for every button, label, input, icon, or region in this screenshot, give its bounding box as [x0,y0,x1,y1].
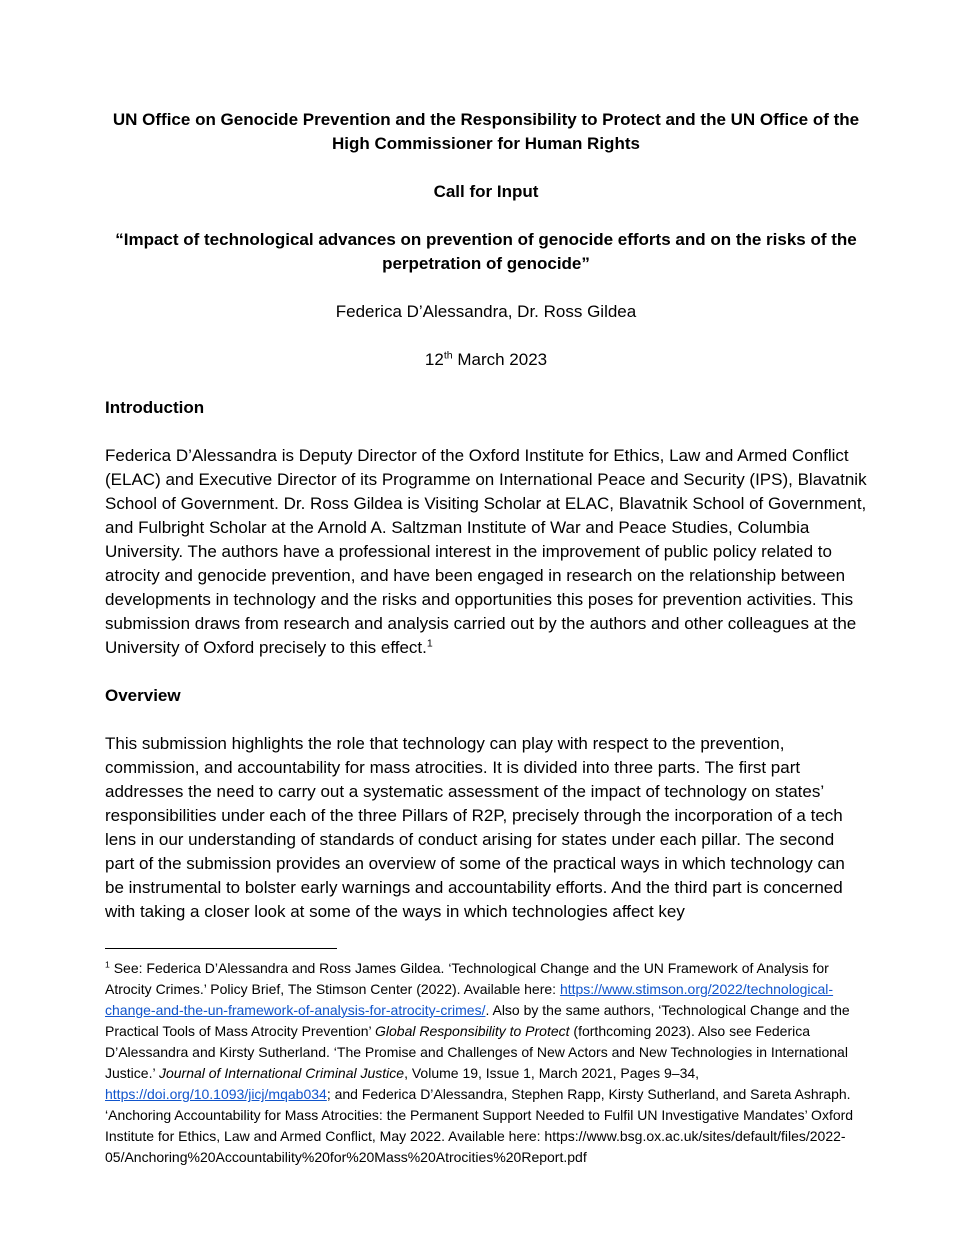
section-heading-introduction: Introduction [105,398,205,417]
doi-link[interactable]: https://doi.org/10.1093/jicj/mqab034 [105,1086,327,1102]
date-day: 12 [424,350,444,369]
stimson-link[interactable]: https://www.stimson.org/2022/technological-change-and-the-un-framework-of-analysis-for-atrocity-crimes/ [105,981,834,1018]
date-line [105,348,867,372]
overview-paragraph: This submission highlights the role that technology can play with respect to the prevention, commission, and accountability for mass atrocities. It is divided into three parts. The first part addresses the need to carry out a systematic assessment of the impact of technology on states’ responsibilities under each of the three Pillars of R2P, precisely through the incorporation of a tech lens in our understanding of standards of conduct arising for states under each pillar. The second part of the submission provides an overview of some of the practical ways in which technology can be instrumental to bolster early warnings and accountability efforts. And the third part is concerned with taking a closer look at some of the ways in which technologies affect key [105,734,845,921]
introduction-text: Federica D’Alessandra is Deputy Director of the Oxford Institute for Ethics, Law and Armed Conflict (ELAC) and Executive Director of its Programme on International Peace and Security (IPS), Blavatnik School of Government. Dr. Ross Gildea is Visiting Scholar at ELAC, Blavatnik School of Government, and Fulbright Scholar at the Arnold A. Saltzman Institute of War and Peace Studies, Columbia University. The authors have a professional interest in the improvement of public policy related to atrocity and genocide prevention, and have been engaged in research on the relationship between developments in technology and the risks and opportunities this poses for prevention activities. This submission draws from research and analysis carried out by the authors and other colleagues at the University of Oxford precisely to this effect. [105,446,867,657]
introduction-paragraph [105,444,867,660]
footnote-segment: Journal of International Criminal Justice [158,1065,405,1081]
footnote-text [105,949,867,1168]
footnote-segment: . Also by the same authors, ‘Technological Change and the Practical Tools of Mass Atrocity Prevention’ [105,1002,850,1039]
submission-title: “Impact of technological advances on prevention of genocide efforts and on the risks of the perpetration of genocide” [115,230,857,273]
call-for-input-title: Call for Input [433,182,539,201]
footnote-segment: ; and Federica D’Alessandra, Stephen Rapp, Kirsty Sutherland, and Sareta Ashraph. ‘Anchoring Accountability for Mass Atrocities: the Permanent Support Needed to Fulfil UN Investigative Mandates’ Oxford Institute for Ethics, Law and Armed Conflict, May 2022. Available here: [105,1086,854,1144]
footnote-ref-1: 1 [426,637,433,650]
footnote-area [105,948,867,1168]
footnote-segment: See: Federica D’Alessandra and Ross James Gildea. ‘Technological Change and the UN Framework of Analysis for Atrocity Crimes.’ Policy Brief, The Stimson Center (2022). Available here: [105,960,829,997]
footnote-segment: Global Responsibility to Protect [375,1023,570,1039]
org-title: UN Office on Genocide Prevention and the Responsibility to Protect and the UN Office of the High Commissioner for Human Rights [112,110,860,153]
section-heading-overview: Overview [105,686,181,705]
footnote-segment: https://www.bsg.ox.ac.uk/sites/default/files/2022-05/Anchoring%20Accountability%20for%20Mass%20Atrocities%20Report.pdf [105,1128,846,1165]
footnote-marker: 1 [105,959,110,970]
footnote-segment: (forthcoming 2023). Also see Federica D’Alessandra and Kirsty Sutherland. ‘The Promise and Challenges of New Actors and New Technologies in International Justice.’ [105,1023,848,1081]
authors-line: Federica D’Alessandra, Dr. Ross Gildea [335,302,637,321]
date-rest: March 2023 [452,350,548,369]
footnote-segment: , Volume 19, Issue 1, March 2021, Pages 9–34, [404,1065,700,1081]
date-ordinal: th [443,349,453,362]
